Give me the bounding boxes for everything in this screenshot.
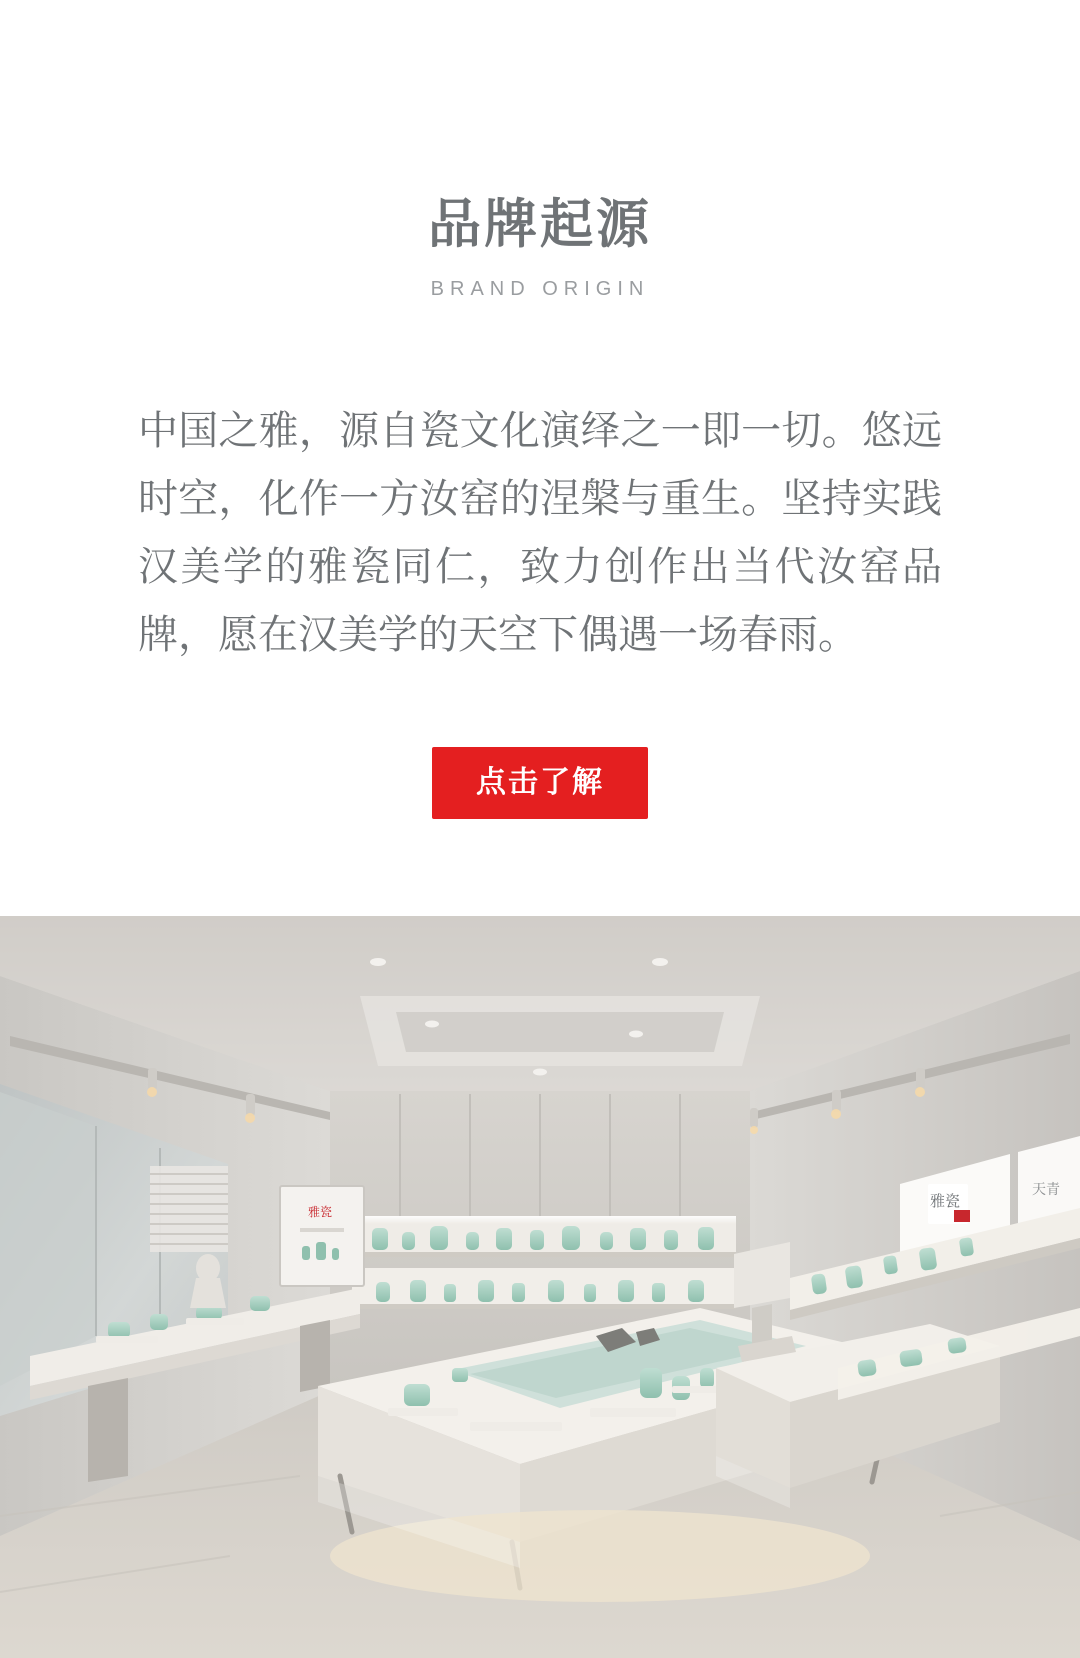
svg-text:天青: 天青 xyxy=(1032,1182,1060,1198)
svg-text:雅瓷: 雅瓷 xyxy=(308,1205,333,1219)
learn-more-button[interactable]: 点击了解 xyxy=(432,747,648,819)
page-subtitle: BRAND ORIGIN xyxy=(430,278,650,301)
intro-section xyxy=(0,0,1080,301)
cta-container xyxy=(0,747,1080,819)
brand-description-paragraph: 中国之雅，源自瓷文化演绎之一即一切。悠远时空，化作一方汝窑的涅槃与重生。坚持实践汉美学的雅瓷同仁，致力创作出当代汝窑品牌，愿在汉美学的天空下偶遇一场春雨。 xyxy=(138,409,942,658)
page-title: 品牌起源 xyxy=(428,195,652,254)
svg-text:雅瓷: 雅瓷 xyxy=(930,1192,961,1210)
showroom-photo xyxy=(0,916,1080,1658)
